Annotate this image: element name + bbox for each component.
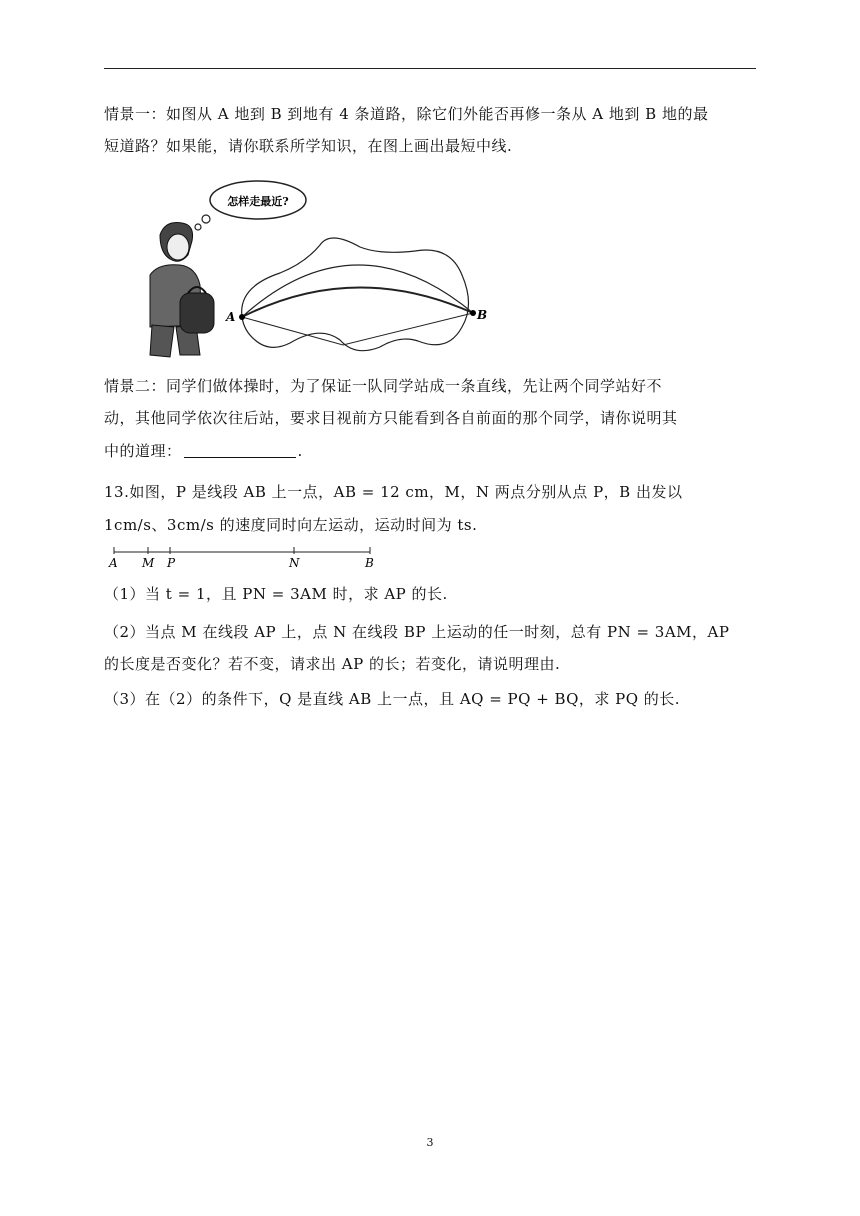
scenario2-line2: 动，其他同学依次往后站，要求目视前方只能看到各自前面的那个同学，请你说明其 (104, 409, 678, 427)
scenario1-line2: 短道路？如果能，请你联系所学知识，在图上画出最短中线. (104, 137, 513, 155)
segment-figure (104, 542, 384, 570)
thought-bubble (195, 181, 306, 230)
route-upper-outer (242, 265, 473, 317)
question-1: （1）当 t = 1，且 PN = 3AM 时，求 AP 的长. (104, 585, 448, 603)
label-m: M (142, 556, 155, 570)
route-map-figure (130, 175, 510, 365)
scenario2-line3 (104, 441, 303, 461)
route-upper-inner (242, 287, 473, 317)
bubble-text: 怎样走最近? (227, 195, 289, 208)
scenario2-line1: 情景二：同学们做体操时，为了保证一队同学站成一条直线，先让两个同学站好不 (104, 377, 663, 395)
problem13-line1: 13.如图，P 是线段 AB 上一点，AB = 12 cm，M，N 两点分别从点 P，B 出发以 (104, 483, 683, 501)
label-b: B (365, 556, 374, 570)
page-number: 3 (426, 1136, 434, 1149)
label-a: A (109, 556, 118, 570)
header-rule (104, 68, 756, 69)
scenario2-line3-suffix: . (297, 442, 303, 460)
route-lower (242, 313, 473, 345)
scenario2-line3-prefix: 中的道理： (104, 442, 182, 460)
label-p: P (167, 556, 176, 570)
problem13-line2: 1cm/s、3cm/s 的速度同时向左运动，运动时间为 ts. (104, 516, 478, 534)
answer-blank (184, 443, 296, 458)
point-a-label: A (226, 310, 236, 324)
label-n: N (289, 556, 300, 570)
region-outline (242, 238, 469, 351)
scenario1-line1: 情景一：如图从 A 地到 B 到地有 4 条道路，除它们外能否再修一条从 A 地到 B 地的最 (104, 105, 709, 123)
question-2-line2: 的长度是否变化？若不变，请求出 AP 的长；若变化，请说明理由. (104, 655, 561, 673)
question-2-line1: （2）当点 M 在线段 AP 上，点 N 在线段 BP 上运动的任一时刻，总有 PN = 3AM，AP (104, 623, 730, 641)
person-illustration (150, 223, 214, 358)
point-b-label: B (477, 308, 488, 322)
question-3: （3）在（2）的条件下，Q 是直线 AB 上一点，且 AQ = PQ + BQ，求 PQ 的长. (104, 690, 681, 708)
